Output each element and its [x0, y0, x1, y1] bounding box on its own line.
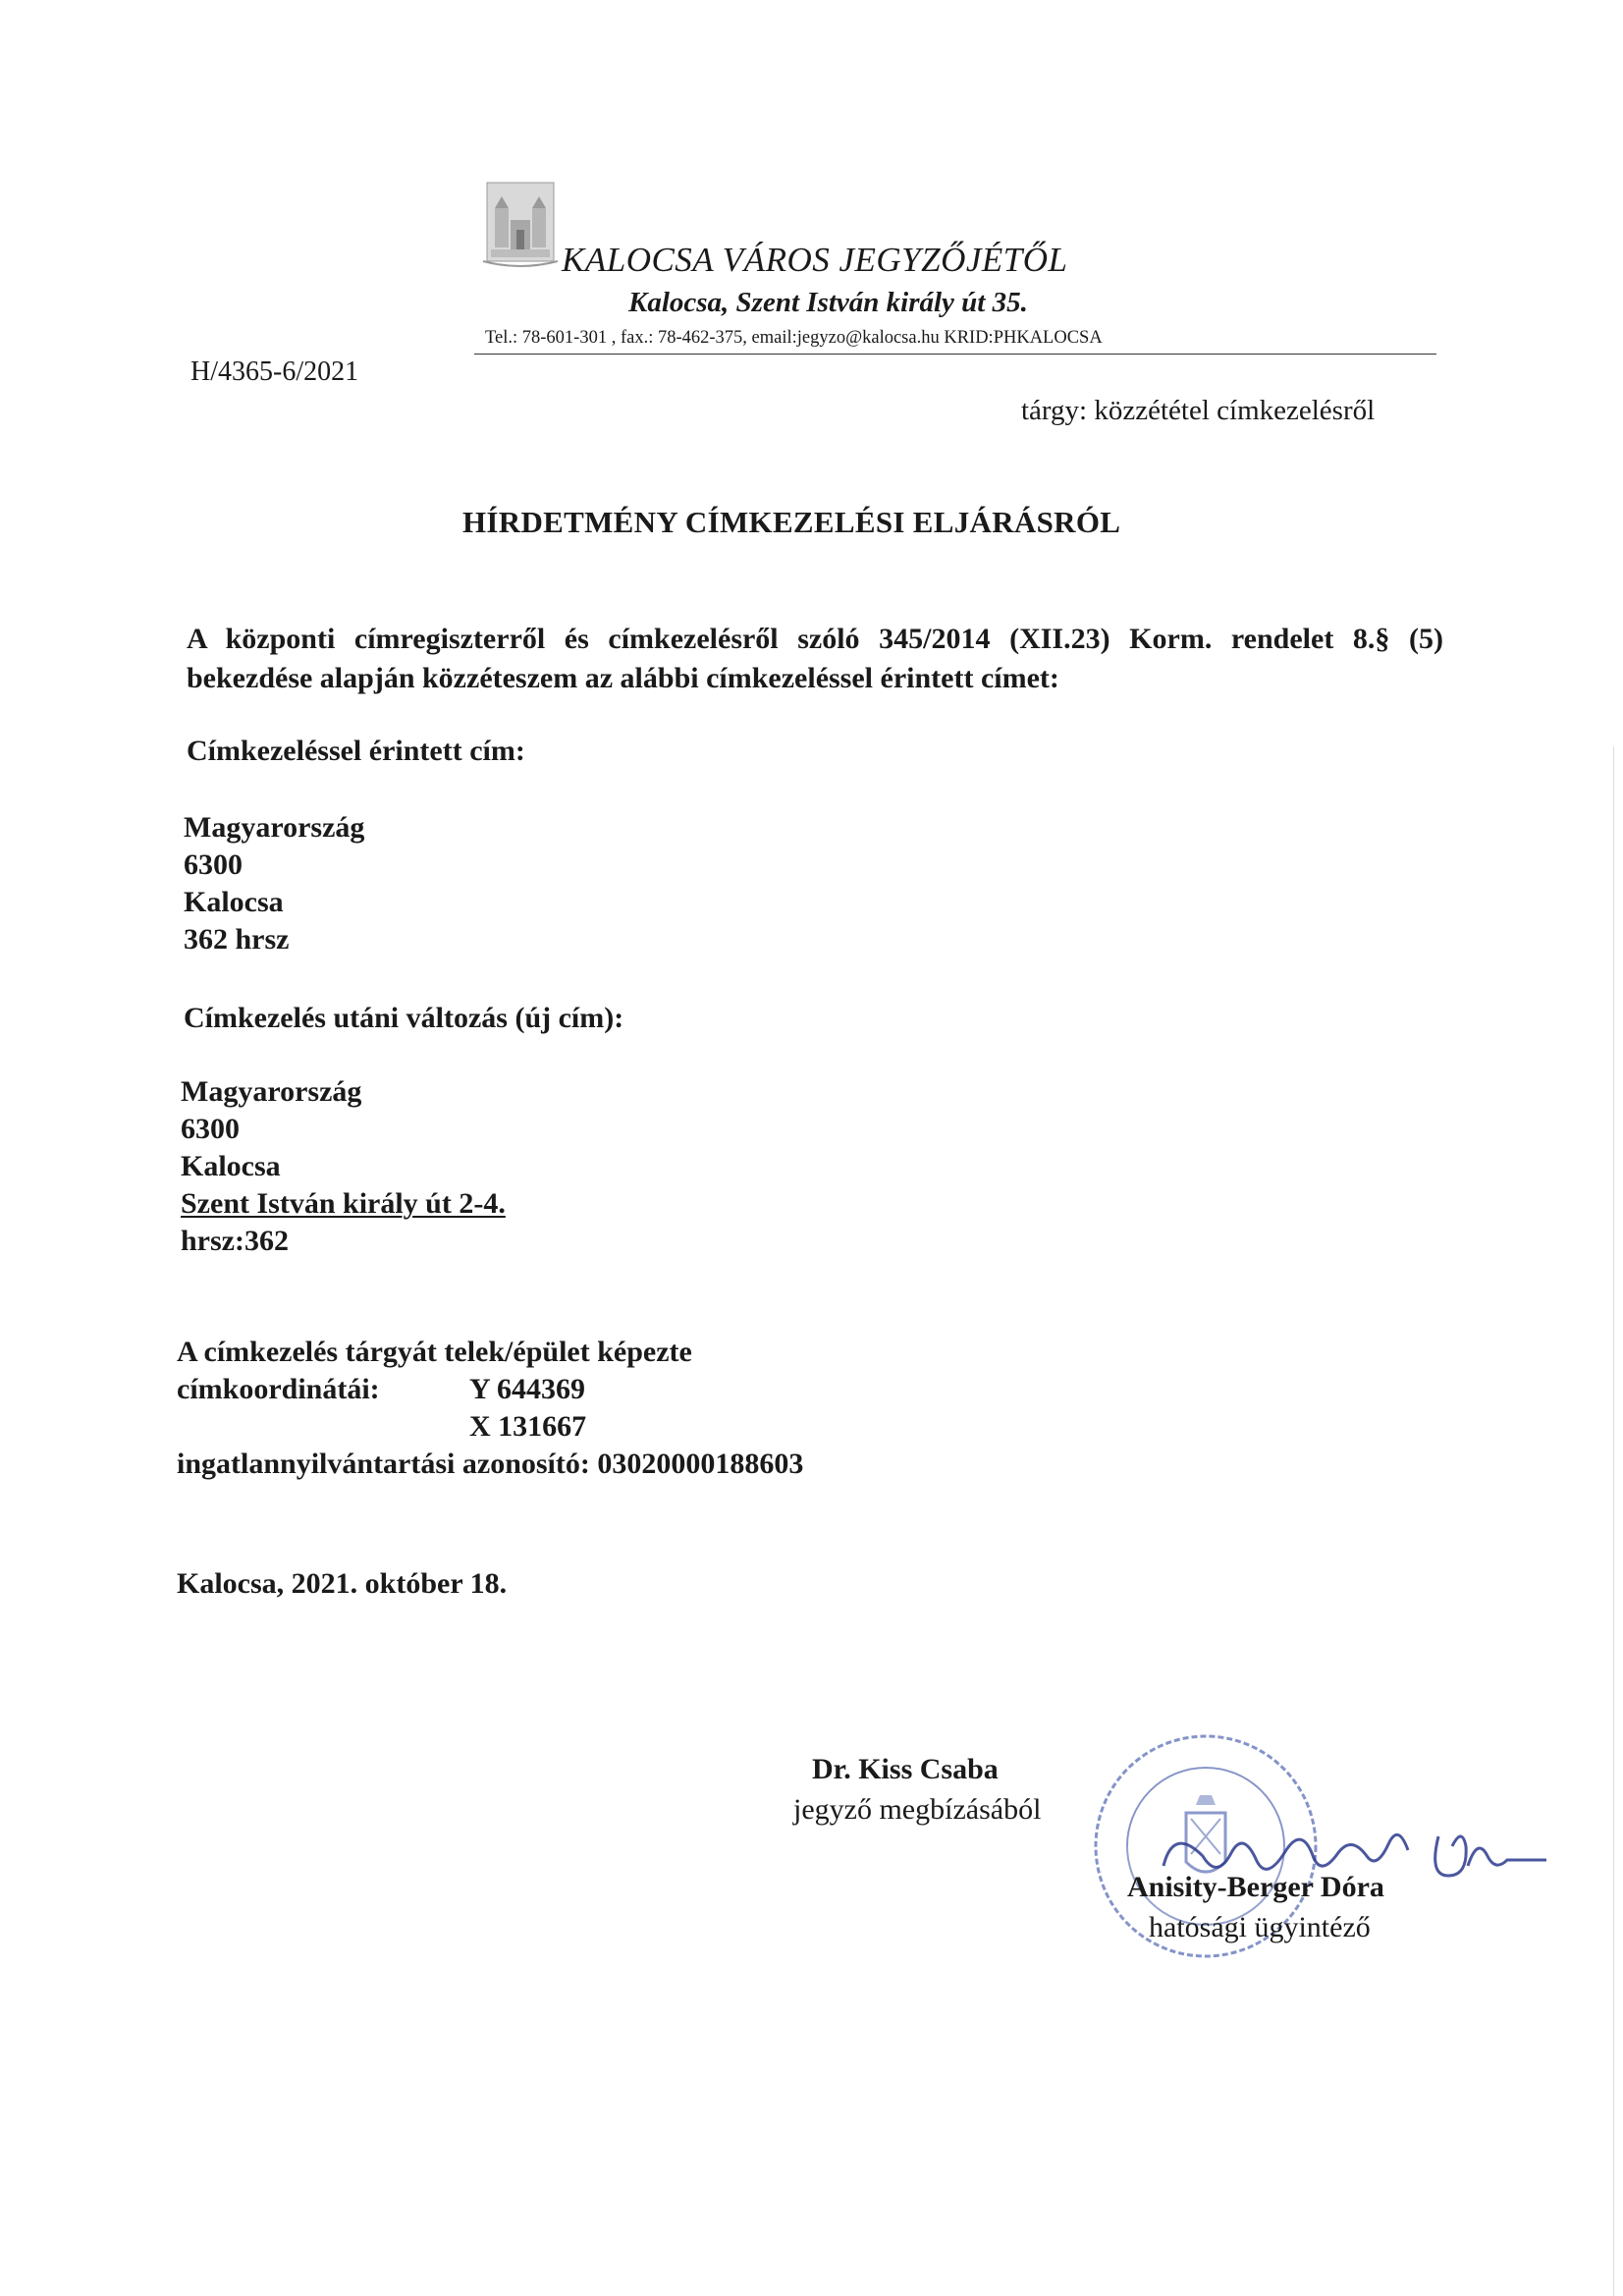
- coord-x: X 131667: [469, 1410, 587, 1443]
- registry-id: ingatlannyilvántartási azonosító: 03020000188603: [177, 1448, 804, 1480]
- scan-edge-line: [1613, 746, 1614, 2296]
- reference-number: H/4365-6/2021: [190, 356, 359, 387]
- page-title: HÍRDETMÉNY CÍMKEZELÉSI ELJÁRÁSRÓL: [462, 505, 1121, 539]
- changed-street: Szent István király út 2-4.: [181, 1187, 506, 1220]
- affected-lot: 362 hrsz: [184, 923, 290, 956]
- affected-city: Kalocsa: [184, 886, 284, 918]
- affected-country: Magyarország: [184, 811, 365, 844]
- issuing-office: KALOCSA VÁROS JEGYZŐJÉTŐL: [562, 241, 1068, 279]
- office-address: Kalocsa, Szent István király út 35.: [628, 287, 1028, 318]
- intro-paragraph: A központi címregiszterről és címkezelésről szóló 345/2014 (XII.23) Korm. rendelet 8.§ (5) bekezdése alapján közzéteszem az alábbi címkezeléssel érintett címet:: [187, 623, 1443, 694]
- subject-line: tárgy: közzététel címkezelésről: [1021, 395, 1376, 426]
- office-contact: Tel.: 78-601-301 , fax.: 78-462-375, email:jegyzo@kalocsa.hu KRID:PHKALOCSA: [485, 328, 1103, 348]
- changed-address: [181, 1073, 506, 1260]
- city-crest-icon: [481, 179, 560, 269]
- clerk-name: Anisity-Berger Dóra: [1127, 1871, 1384, 1903]
- changed-lot: hrsz:362: [181, 1225, 289, 1257]
- affected-zip: 6300: [184, 848, 243, 881]
- changed-heading: Címkezelés utáni változás (új cím):: [184, 1002, 624, 1034]
- signatory-name: Dr. Kiss Csaba: [812, 1753, 999, 1785]
- changed-zip: 6300: [181, 1113, 240, 1145]
- letterhead-divider: [474, 354, 1436, 355]
- signatory-role: jegyző megbízásából: [793, 1793, 1042, 1826]
- changed-country: Magyarország: [181, 1075, 362, 1108]
- clerk-role: hatósági ügyintéző: [1149, 1911, 1371, 1943]
- affected-heading: Címkezeléssel érintett cím:: [187, 735, 525, 767]
- changed-city: Kalocsa: [181, 1150, 281, 1182]
- coord-label: címkoordinátái:: [177, 1373, 380, 1405]
- place-date: Kalocsa, 2021. október 18.: [177, 1567, 508, 1600]
- affected-address: [184, 809, 364, 958]
- coord-y: Y 644369: [469, 1373, 586, 1405]
- object-line: A címkezelés tárgyát telek/épület képezte: [177, 1336, 692, 1368]
